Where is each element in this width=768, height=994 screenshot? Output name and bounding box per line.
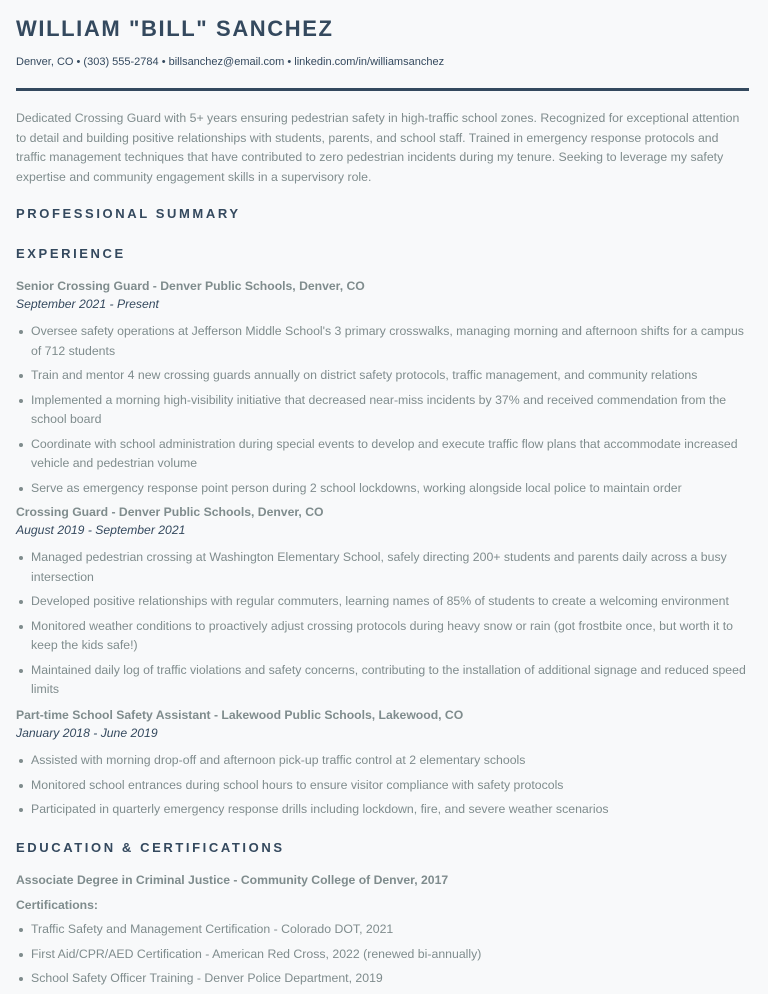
job-dates: January 2018 - June 2019 (16, 726, 158, 740)
job-bullets (16, 548, 751, 700)
job-title: Crossing Guard - Denver Public Schools, Denver, CO (16, 505, 324, 519)
candidate-name: WILLIAM "BILL" SANCHEZ (16, 16, 334, 41)
education-block (16, 871, 751, 994)
job-dates: August 2019 - September 2021 (16, 523, 186, 537)
list-item: First Aid/CPR/AED Certification - American Red Cross, 2022 (renewed bi-annually) (16, 945, 751, 965)
job-dates: September 2021 - Present (16, 297, 159, 311)
education-heading: EDUCATION & CERTIFICATIONS (16, 840, 285, 855)
list-item: Developed positive relationships with regular commuters, learning names of 85% of students to create a welcoming environment (16, 592, 751, 612)
contact-line: Denver, CO • (303) 555-2784 • billsanchez@email.com • linkedin.com/in/williamsanchez (16, 56, 445, 68)
list-item: Train and mentor 4 new crossing guards annually on district safety protocols, traffic management, and community relations (16, 366, 751, 386)
experience-heading: EXPERIENCE (16, 246, 126, 261)
degree: Associate Degree in Criminal Justice - Community College of Denver, 2017 (16, 873, 449, 887)
certification-list (16, 920, 751, 989)
job-bullets (16, 751, 751, 820)
list-item: Managed pedestrian crossing at Washington Elementary School, safely directing 200+ students and parents daily across a busy intersection (16, 548, 751, 587)
job-entry (16, 277, 751, 503)
summary-paragraph: Dedicated Crossing Guard with 5+ years ensuring pedestrian safety in high-traffic school zones. Recognized for exceptional attention to detail and building positive relationships with students, parents, and school staff. Trained in emergency response protocols and traffic management techniques that have contributed to zero pedestrian incidents during my tenure. Seeking to leverage my safety expertise and community engagement skills in a supervisory role. (16, 111, 740, 184)
job-entry (16, 706, 751, 825)
list-item: Assisted with morning drop-off and afternoon pick-up traffic control at 2 elementary schools (16, 751, 751, 771)
list-item: Oversee safety operations at Jefferson Middle School's 3 primary crosswalks, managing morning and afternoon shifts for a campus of 712 students (16, 322, 751, 361)
certifications-label: Certifications: (16, 898, 98, 912)
list-item: Monitored weather conditions to proactively adjust crossing protocols during heavy snow or rain (got frostbite once, but worth it to keep the kids safe!) (16, 617, 751, 656)
job-entry (16, 503, 751, 705)
list-item: Participated in quarterly emergency response drills including lockdown, fire, and severe weather scenarios (16, 800, 751, 820)
list-item: Serve as emergency response point person during 2 school lockdowns, working alongside local police to maintain order (16, 479, 751, 499)
job-title: Part-time School Safety Assistant - Lakewood Public Schools, Lakewood, CO (16, 708, 464, 722)
job-title: Senior Crossing Guard - Denver Public Schools, Denver, CO (16, 279, 365, 293)
list-item: Maintained daily log of traffic violations and safety concerns, contributing to the installation of additional signage and reduced speed limits (16, 661, 751, 700)
job-bullets (16, 322, 751, 498)
professional-summary-heading: PROFESSIONAL SUMMARY (16, 206, 241, 221)
list-item: Monitored school entrances during school hours to ensure visitor compliance with safety protocols (16, 776, 751, 796)
list-item: Implemented a morning high-visibility initiative that decreased near-miss incidents by 37% and received commendation from the school board (16, 391, 751, 430)
list-item: Coordinate with school administration during special events to develop and execute traffic flow plans that accommodate increased vehicle and pedestrian volume (16, 435, 751, 474)
list-item: Traffic Safety and Management Certification - Colorado DOT, 2021 (16, 920, 751, 940)
header-divider (16, 88, 749, 91)
list-item: School Safety Officer Training - Denver Police Department, 2019 (16, 969, 751, 989)
